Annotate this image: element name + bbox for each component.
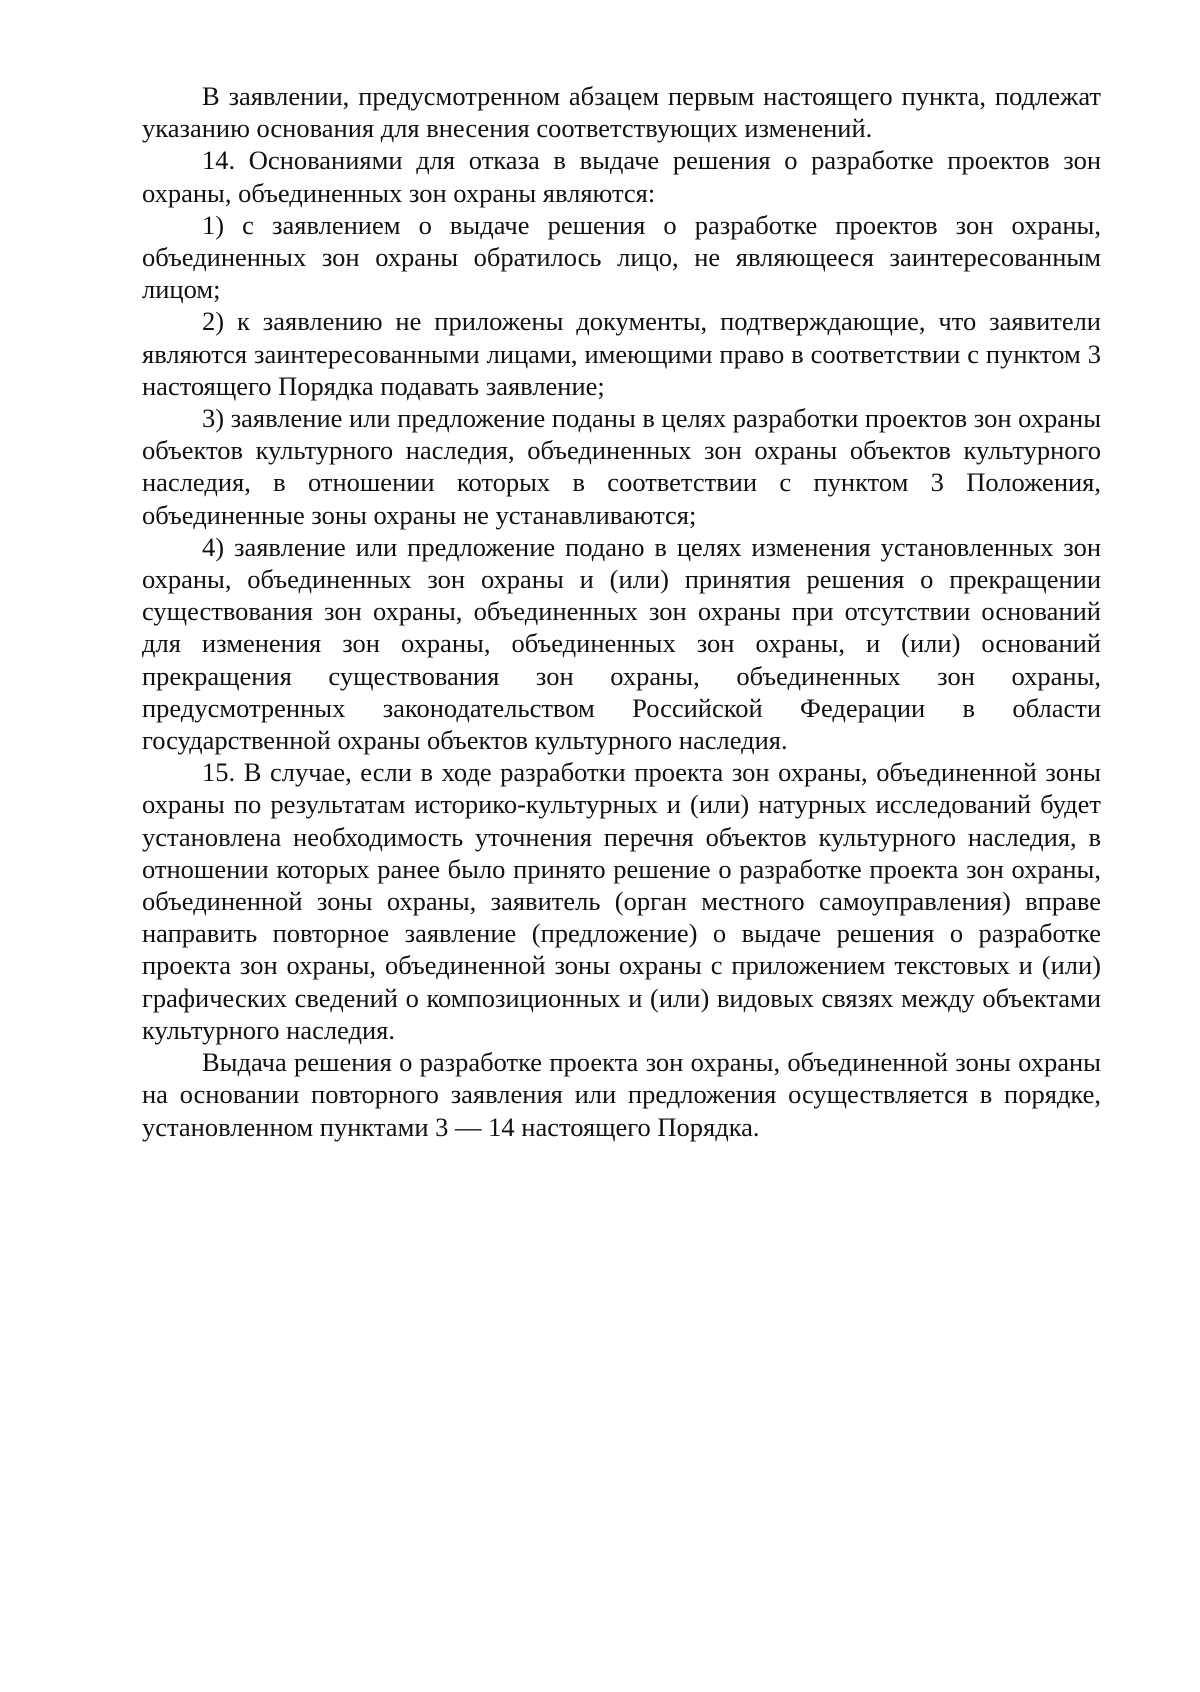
paragraph-item-15: 15. В случае, если в ходе разработки проекта зон охраны, объединенной зоны охраны по результатам историко-культурных и (или) натурных исследований будет установлена необходимость уточнения перечня объектов культурного наследия, в отношении которых ранее было принято решение о разработке проекта зон охраны, объединенной зоны охраны, заявитель (орган местного самоуправления) вправе направить повторное заявление (предложение) о выдаче решения о разработке проекта зон охраны, объединенной зоны охраны с приложением текстовых и (или) графических сведений о композиционных и (или) видовых связях между объектами культурного наследия. [142, 757, 1101, 1045]
paragraph-repeat-issuance: Выдача решения о разработке проекта зон охраны, объединенной зоны охраны на основании повторного заявления или предложения осуществляется в порядке, установленном пунктами 3 — 14 настоящего Порядка. [142, 1047, 1101, 1142]
paragraph-subitem-3: 3) заявление или предложение поданы в целях разработки проектов зон охраны объектов культурного наследия, объединенных зон охраны объектов культурного наследия, в отношении которых в соответствии с пунктом 3 Положения, объединенные зоны охраны не устанавливаются; [142, 403, 1101, 530]
paragraph-statement-grounds: В заявлении, предусмотренном абзацем первым настоящего пункта, подлежат указанию основания для внесения соответствующих изменений. [142, 81, 1101, 144]
document-page [142, 80, 1101, 1143]
paragraph-subitem-4: 4) заявление или предложение подано в целях изменения установленных зон охраны, объединенных зон охраны и (или) принятия решения о прекращении существования зон охраны, объединенных зон охраны при отсутствии оснований для изменения зон охраны, объединенных зон охраны, и (или) оснований прекращения существования зон охраны, объединенных зон охраны, предусмотренных законодательством Российской Федерации в области государственной охраны объектов культурного наследия. [142, 531, 1101, 756]
paragraph-subitem-2: 2) к заявлению не приложены документы, подтверждающие, что заявители являются заинтересованными лицами, имеющими право в соответствии с пунктом 3 настоящего Порядка подавать заявление; [142, 306, 1101, 401]
paragraph-item-14: 14. Основаниями для отказа в выдаче решения о разработке проектов зон охраны, объединенных зон охраны являются: [142, 145, 1101, 208]
paragraph-subitem-1: 1) с заявлением о выдаче решения о разработке проектов зон охраны, объединенных зон охраны обратилось лицо, не являющееся заинтересованным лицом; [142, 209, 1101, 305]
